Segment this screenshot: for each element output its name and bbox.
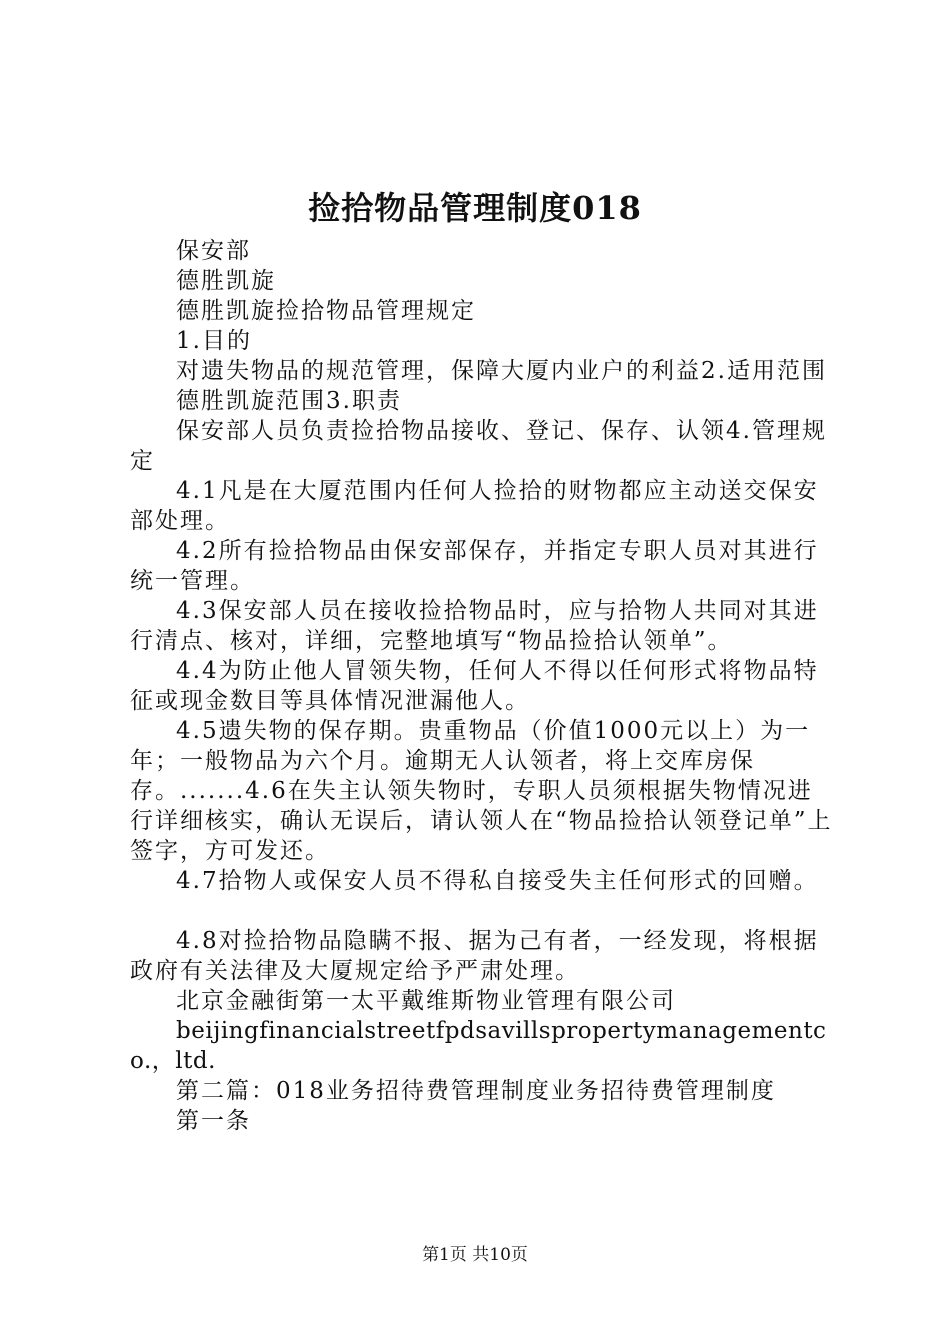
paragraph: beijingfinancialstreetfpdsavillspropertymanagementco.，ltd. xyxy=(130,1018,827,1074)
paragraph: 4.4为防止他人冒领失物，任何人不得以任何形式将物品特征或现金数目等具体情况泄漏他人。 xyxy=(130,658,819,714)
paragraph: 4.7拾物人或保安人员不得私自接受失主任何形式的回赠。 xyxy=(176,868,819,894)
paragraph: 4.8对捡拾物品隐瞒不报、据为己有者，一经发现，将根据政府有关法律及大厦规定给予严肃处理。 xyxy=(130,928,819,984)
paragraph: 第一条 xyxy=(176,1108,251,1134)
page-footer: 第1页 共10页 xyxy=(422,1245,528,1265)
paragraph: 4.1凡是在大厦范围内任何人捡拾的财物都应主动送交保安部处理。 xyxy=(130,478,819,534)
paragraph: 1.目的 xyxy=(176,328,252,354)
paragraph: 北京金融街第一太平戴维斯物业管理有限公司 xyxy=(176,988,676,1014)
paragraph: 保安部 xyxy=(176,238,251,264)
paragraph: 4.2所有捡拾物品由保安部保存，并指定专职人员对其进行统一管理。 xyxy=(130,538,819,594)
paragraph: 4.5遗失物的保存期。贵重物品（价值1000元以上）为一年；一般物品为六个月。逾期无人认领者，将上交库房保存。.......4.6在失主认领失物时，专职人员须根据失物情况进行详细核实，确认无误后，请认领人在“物品捡拾认领登记单”上签字，方可发还。 xyxy=(130,718,833,864)
paragraph: 德胜凯旋捡拾物品管理规定 xyxy=(176,298,476,324)
paragraph: 德胜凯旋 xyxy=(176,268,276,294)
paragraph: 4.3保安部人员在接收捡拾物品时，应与拾物人共同对其进行清点、核对，详细，完整地填写“物品捡拾认领单”。 xyxy=(130,598,819,654)
paragraph: 对遗失物品的规范管理，保障大厦内业户的利益2.适用范围 xyxy=(176,358,827,384)
document-title: 捡拾物品管理制度018 xyxy=(308,189,642,227)
paragraph: 第二篇：018业务招待费管理制度业务招待费管理制度 xyxy=(176,1078,776,1104)
paragraph: 保安部人员负责捡拾物品接收、登记、保存、认领4.管理规定 xyxy=(130,418,827,474)
document-body xyxy=(130,236,835,1136)
paragraph: 德胜凯旋范围3.职责 xyxy=(176,388,402,414)
